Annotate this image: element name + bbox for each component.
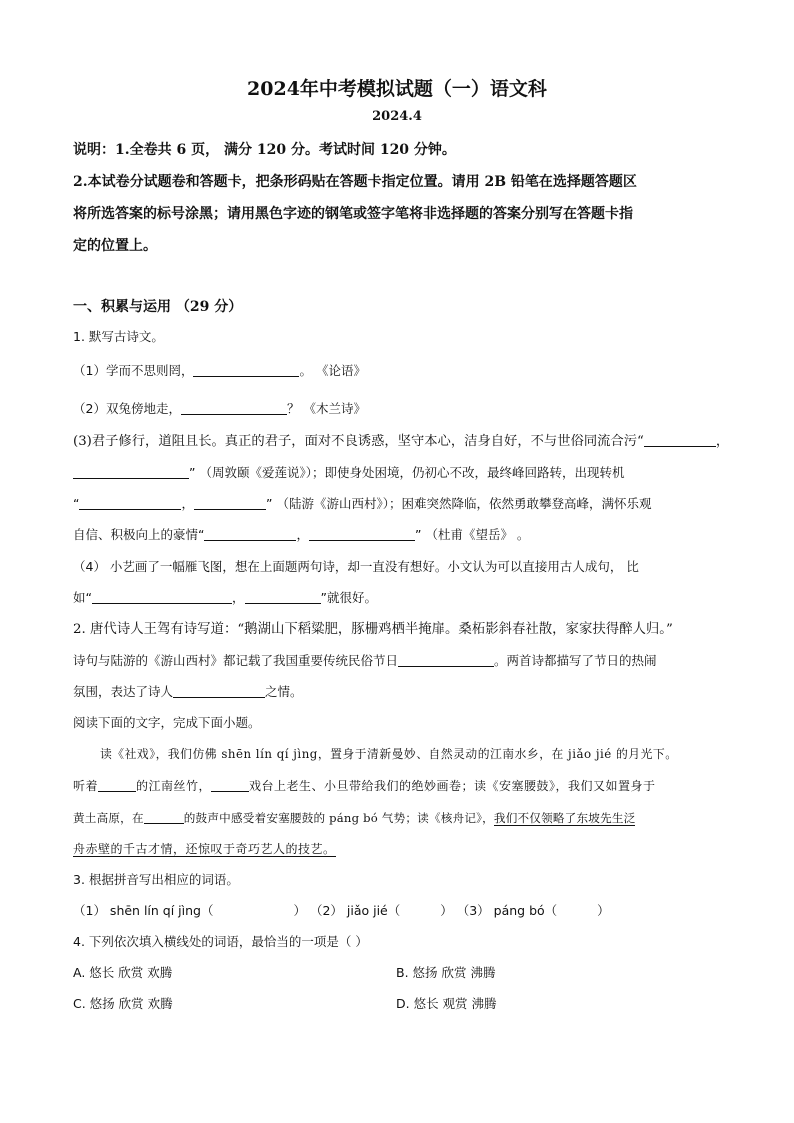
text: （1） shēn lín qí jìng（	[73, 903, 214, 918]
question-4-stem: 4. 下列依次填入横线处的词语，最恰当的一项是（ ）	[73, 934, 368, 949]
answer-blank[interactable]	[193, 362, 299, 377]
instruction-line-4: 定的位置上。	[73, 238, 157, 254]
text: 的江南丝竹，	[136, 779, 212, 793]
question-1-part-1	[73, 361, 722, 381]
text: ） （2） jiǎo jié（	[293, 903, 401, 918]
answer-blank[interactable]	[73, 464, 189, 479]
question-3-stem: 3. 根据拼音写出相应的词语。	[73, 872, 239, 887]
text: ） （3） páng bó（	[440, 903, 558, 918]
question-1-part-3-line-1	[73, 432, 730, 452]
question-1-part-3-line-2	[73, 463, 722, 483]
text: 黄土高原，在	[73, 811, 144, 825]
answer-blank[interactable]	[644, 432, 716, 447]
option-c[interactable]: C. 悠扬 欣赏 欢腾	[73, 996, 173, 1011]
answer-blank[interactable]	[92, 589, 232, 604]
instruction-line-3: 将所选答案的标号涂黑；请用黑色字迹的钢笔或签字笔将非选择题的答案分别写在答题卡指	[73, 206, 633, 222]
instruction-line-2: 2.本试卷分试题卷和答题卡，把条形码贴在答题卡指定位置。请用 2B 铅笔在选择题答题区	[73, 174, 637, 190]
text: 氛围，表达了诗人	[73, 684, 174, 699]
answer-blank[interactable]	[204, 526, 296, 541]
question-3-answers	[73, 901, 722, 921]
instruction-line-1: 说明：1.全卷共 6 页， 满分 120 分。考试时间 120 分钟。	[73, 142, 456, 158]
text: ，	[715, 434, 730, 449]
answer-blank[interactable]	[144, 809, 184, 824]
passage-line-1: 读《社戏》，我们仿佛 shēn lín qí jìng，置身于清新曼妙、自然灵动的江南水乡，在 jiǎo jié 的月光下。	[100, 747, 678, 761]
question-1-stem: 1. 默写古诗文。	[73, 329, 164, 344]
question-2-line-1: 2. 唐代诗人王驾有诗写道：“鹅湖山下稻粱肥，豚栅鸡栖半掩扉。桑柘影斜春社散，家家扶得醉人归。”	[73, 622, 673, 637]
answer-blank[interactable]	[398, 652, 494, 667]
section-heading: 一、积累与运用 （29 分）	[73, 299, 243, 315]
text: 自信、积极向上的豪情“	[73, 527, 205, 542]
question-2-line-2	[73, 651, 722, 671]
text: ” （杜甫《望岳》 。	[415, 527, 530, 542]
text: ” （陆游《游山西村》）；困难突然降临，依然勇敢攀登高峰，满怀乐观	[266, 496, 652, 511]
question-1-part-2	[73, 399, 722, 419]
question-1-part-4-line-1: （4） 小艺画了一幅雁飞图，想在上面题两句诗，却一直没有想好。小文认为可以直接用古人成句， 比	[73, 559, 639, 574]
text: ）	[597, 903, 610, 918]
text: ，	[231, 590, 245, 605]
passage-line-4	[73, 839, 722, 859]
answer-blank[interactable]	[245, 589, 321, 604]
underlined-sentence: 我们不仅领略了东坡先生泛	[493, 811, 636, 825]
answer-blank[interactable]	[309, 526, 415, 541]
answer-blank[interactable]	[98, 777, 136, 792]
text: ” （周敦颐《爱莲说》）；即使身处困境，仍初心不改，最终峰回路转，出现转机	[189, 465, 625, 480]
text: “	[73, 496, 80, 511]
passage-line-2	[73, 776, 722, 796]
answer-blank[interactable]	[194, 495, 266, 510]
text: ”就很好。	[320, 590, 377, 605]
text: 如“	[73, 590, 92, 605]
text: ，	[296, 527, 309, 542]
exam-title: 2024年中考模拟试题（一）语文科	[247, 78, 547, 100]
answer-blank[interactable]	[173, 683, 265, 698]
text: （1）学而不思则罔，	[73, 363, 194, 378]
question-1-part-3-line-4	[73, 525, 722, 545]
answer-blank[interactable]	[181, 400, 287, 415]
exam-date: 2024.4	[372, 109, 422, 124]
option-d[interactable]: D. 悠长 观赏 沸腾	[396, 996, 497, 1011]
text: （2）双兔傍地走，	[73, 401, 181, 416]
text: 。两首诗都描写了节日的热闹	[494, 653, 657, 668]
passage-line-3	[73, 808, 722, 828]
option-b[interactable]: B. 悠扬 欣赏 沸腾	[396, 965, 496, 980]
question-1-part-4-line-2	[73, 588, 722, 608]
text: 的鼓声中感受着安塞腰鼓的 páng bó 气势；读《核舟记》，	[183, 811, 494, 825]
reading-instruction: 阅读下面的文字，完成下面小题。	[73, 715, 261, 730]
option-a[interactable]: A. 悠长 欣赏 欢腾	[73, 965, 173, 980]
answer-blank[interactable]	[211, 777, 249, 792]
text: ？ 《木兰诗》	[286, 401, 366, 416]
answer-blank[interactable]	[79, 495, 181, 510]
text: 。 《论语》	[299, 363, 366, 378]
text: 诗句与陆游的《游山西村》都记载了我国重要传统民俗节日	[73, 653, 399, 668]
question-2-line-3	[73, 682, 722, 702]
text: 听着	[73, 779, 99, 793]
text: ，	[181, 496, 194, 511]
underlined-sentence: 舟赤壁的千古才情，还惊叹于奇巧艺人的技艺。	[73, 842, 336, 856]
text: (3)君子修行，道阻且长。真正的君子，面对不良诱惑，坚守本心，洁身自好，不与世俗同流合污“	[73, 434, 644, 449]
text: 戏台上老生、小旦带给我们的绝妙画卷；读《安塞腰鼓》，我们又如置身于	[249, 779, 656, 793]
text: 之情。	[265, 684, 303, 699]
question-1-part-3-line-3	[73, 494, 722, 514]
